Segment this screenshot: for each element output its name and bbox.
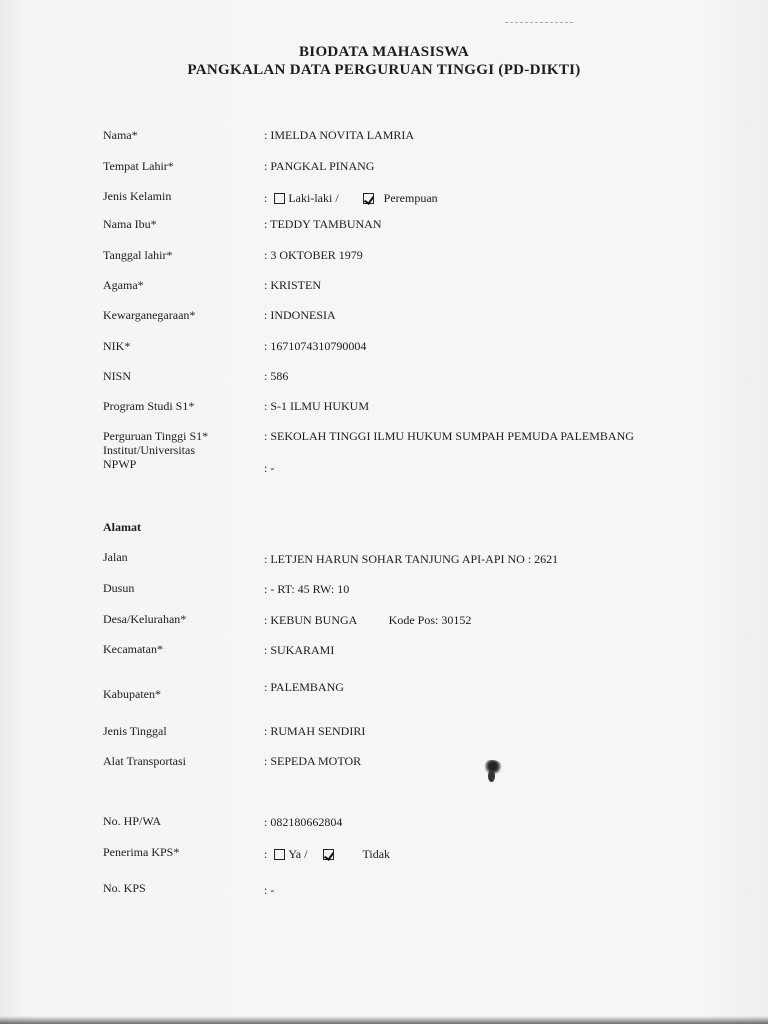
value-tempat-lahir: : PANGKAL PINANG <box>264 159 375 173</box>
kode-pos: Kode Pos: 30152 <box>388 613 472 627</box>
option-laki-laki: Laki-laki / <box>288 191 339 205</box>
value-kecamatan: : SUKARAMI <box>264 643 335 657</box>
label-nik: NIK* <box>103 339 131 353</box>
desa-value: : KEBUN BUNGA <box>264 613 357 627</box>
option-tidak: Tidak <box>362 847 391 861</box>
checkbox-ya[interactable] <box>274 849 285 860</box>
document-subtitle: PANGKALAN DATA PERGURUAN TINGGI (PD-DIKTI) <box>187 62 581 78</box>
value-jenis-kelamin <box>264 191 438 206</box>
colon: : <box>264 847 268 861</box>
scan-edge-shadow <box>0 1016 768 1024</box>
section-alamat: Alamat <box>103 520 141 534</box>
label-no-kps: No. KPS <box>103 881 146 895</box>
value-jalan: : LETJEN HARUN SOHAR TANJUNG API-API NO : 2621 <box>264 552 559 566</box>
label-dusun: Dusun <box>103 581 135 595</box>
label-jenis-tinggal: Jenis Tinggal <box>103 724 167 738</box>
label-penerima-kps: Penerima KPS* <box>103 845 180 859</box>
scan-mark <box>505 22 573 24</box>
value-nama: : IMELDA NOVITA LAMRIA <box>264 128 415 142</box>
label-nisn: NISN <box>103 369 132 383</box>
label-npwp: NPWP <box>103 457 137 471</box>
value-penerima-kps <box>264 847 390 862</box>
label-tempat-lahir: Tempat Lahir* <box>103 159 174 173</box>
label-program-studi: Program Studi S1* <box>103 399 195 413</box>
label-kabupaten: Kabupaten* <box>103 687 161 701</box>
label-tanggal-lahir: Tanggal lahir* <box>103 248 173 262</box>
checkbox-tidak[interactable] <box>323 849 334 860</box>
label-perguruan-tinggi: Perguruan Tinggi S1* <box>103 429 209 443</box>
value-no-hp: : 082180662804 <box>264 815 343 829</box>
label-nama-ibu: Nama Ibu* <box>103 217 157 231</box>
label-nama: Nama* <box>103 128 138 142</box>
colon: : <box>264 191 268 205</box>
option-perempuan: Perempuan <box>383 191 438 205</box>
label-desa-kelurahan: Desa/Kelurahan* <box>103 612 187 626</box>
option-ya: Ya / <box>288 847 308 861</box>
value-npwp: : - <box>264 461 275 475</box>
value-nama-ibu: : TEDDY TAMBUNAN <box>264 217 382 231</box>
value-program-studi: : S-1 ILMU HUKUM <box>264 399 369 413</box>
label-kewarganegaraan: Kewarganegaraan* <box>103 308 196 322</box>
label-no-hp: No. HP/WA <box>103 814 162 828</box>
value-jenis-tinggal: : RUMAH SENDIRI <box>264 724 366 738</box>
label-alat-transportasi: Alat Transportasi <box>103 754 187 768</box>
value-desa-kelurahan <box>264 613 471 628</box>
checkbox-perempuan[interactable] <box>363 193 374 204</box>
value-dusun: : - RT: 45 RW: 10 <box>264 582 350 596</box>
value-nisn: : 586 <box>264 369 289 383</box>
value-perguruan-tinggi: : SEKOLAH TINGGI ILMU HUKUM SUMPAH PEMUDA PALEMBANG <box>264 429 634 443</box>
label-kecamatan: Kecamatan* <box>103 642 163 656</box>
value-kewarganegaraan: : INDONESIA <box>264 308 336 322</box>
value-kabupaten: : PALEMBANG <box>264 680 344 694</box>
checkbox-laki-laki[interactable] <box>274 193 285 204</box>
ink-stain-drip <box>488 770 495 782</box>
document-title: BIODATA MAHASISWA <box>299 44 469 60</box>
value-agama: : KRISTEN <box>264 278 321 292</box>
value-tanggal-lahir: : 3 OKTOBER 1979 <box>264 248 363 262</box>
label-jalan: Jalan <box>103 550 128 564</box>
value-nik: : 1671074310790004 <box>264 339 367 353</box>
value-no-kps: : - <box>264 883 275 897</box>
value-alat-transportasi: : SEPEDA MOTOR <box>264 754 362 768</box>
label-jenis-kelamin: Jenis Kelamin <box>103 189 172 203</box>
label-institut-universitas: Institut/Universitas <box>103 443 195 457</box>
label-agama: Agama* <box>103 278 144 292</box>
